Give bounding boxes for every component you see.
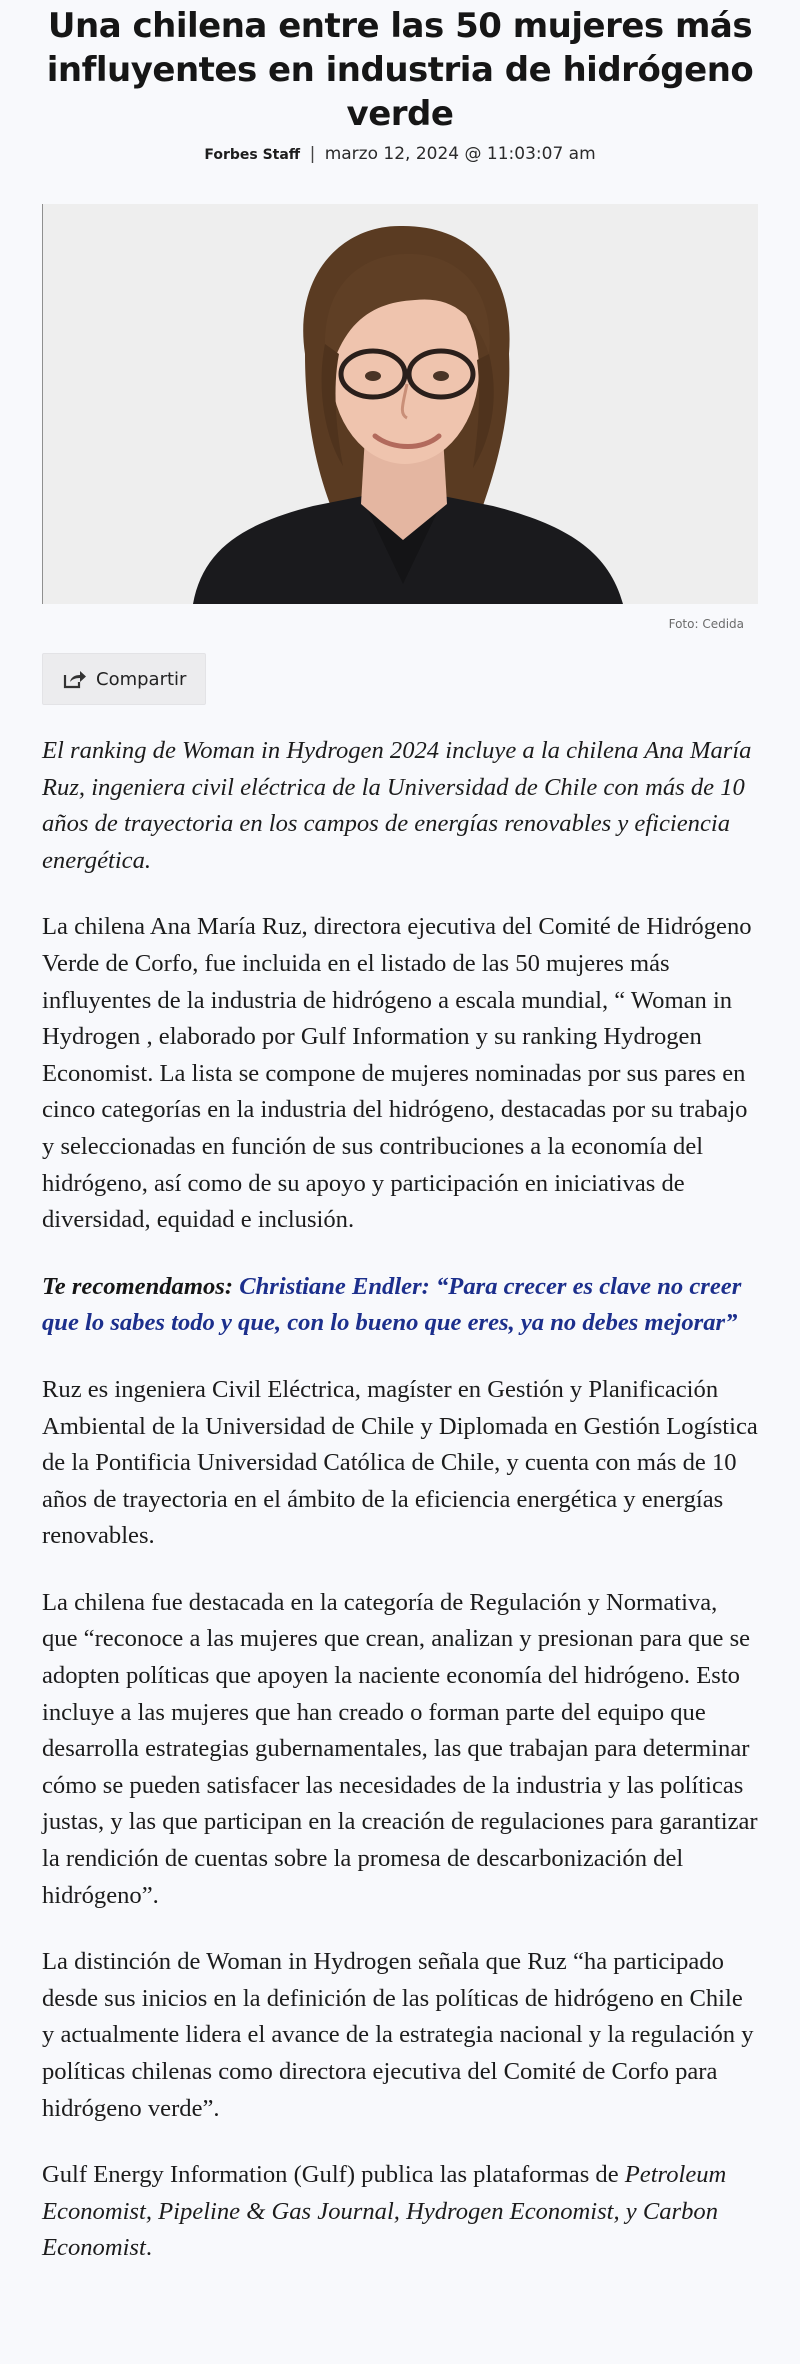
author-name[interactable]: Forbes Staff	[204, 147, 301, 163]
article-paragraph-2: Ruz es ingeniera Civil Eléctrica, magíster en Gestión y Planificación Ambiental de la Universidad de Chile y Diplomada en Gestión Logística de la Pontificia Universidad Católica de Chile, y cuenta con más de 10 años de trayectoria en el ámbito de la eficiencia energética y energías renovables.	[42, 1375, 758, 1550]
article-paragraph-3: La chilena fue destacada en la categoría de Regulación y Normativa, que “reconoce a las mujeres que crean, analizan y presionan para que se adopten políticas que apoyen la naciente economía del hidrógeno. Esto incluye a las mujeres que han creado o forman parte del equipo que desarrolla estrategias gubernamentales, las que trabajan para determinar cómo se pueden satisfacer las necesidades de la industria y las políticas justas, y las que participan en la creación de regulaciones para garantizar la rendición de cuentas sobre la promesa de descarbonización del hidrógeno”.	[42, 1588, 758, 1909]
article-body	[42, 733, 758, 2267]
photo-credit: Foto: Cedida	[668, 617, 744, 631]
byline-separator: |	[309, 144, 316, 164]
article-lead: El ranking de Woman in Hydrogen 2024 incluye a la chilena Ana María Ruz, ingeniera civil eléctrica de la Universidad de Chile con más de 10 años de trayectoria en los campos de energías renovables y eficiencia energética.	[42, 737, 752, 874]
portrait-photo	[43, 204, 758, 604]
article-paragraph-4: La distinción de Woman in Hydrogen señala que Ruz “ha participado desde sus inicios en la definición de las políticas de hidrógeno en Chile y actualmente lidera el avance de la estrategia nacional y la regulación y políticas chilenas como directora ejecutiva del Comité de Corfo para hidrógeno verde”.	[42, 1948, 754, 2122]
article-paragraph-1: La chilena Ana María Ruz, directora ejecutiva del Comité de Hidrógeno Verde de Corfo, fue incluida en el listado de las 50 mujeres más influyentes de la industria de hidrógeno a escala mundial, “ Woman in Hydrogen , elaborado por Gulf Information y su ranking Hydrogen Economist. La lista se compone de mujeres nominadas por sus pares en cinco categorías en la industria del hidrógeno, destacadas por su trabajo y seleccionadas en función de sus contribuciones a la economía del hidrógeno, así como de su apoyo y participación en iniciativas de diversidad, equidad e inclusión.	[42, 913, 752, 1234]
publication-names: Petroleum Economist, Pipeline & Gas Journal, Hydrogen Economist, y Carbon Economist	[42, 2161, 727, 2262]
share-icon	[63, 669, 87, 689]
article-title: Una chilena entre las 50 mujeres más influyentes en industria de hidrógeno verde	[46, 6, 754, 134]
closing-suffix: .	[145, 2234, 152, 2262]
byline	[42, 144, 758, 164]
recommended-block	[42, 1269, 758, 1342]
publish-date: marzo 12, 2024 @ 11:03:07 am	[324, 144, 596, 164]
share-label: Compartir	[96, 668, 187, 690]
article-closing	[42, 2157, 758, 2267]
share-button[interactable]	[42, 653, 206, 705]
recommended-label: Te recomendamos:	[42, 1272, 234, 1300]
hero-image	[42, 204, 758, 604]
recommended-article-link[interactable]: Christiane Endler: “Para crecer es clave no creer que lo sabes todo y que, con lo bueno que eres, ya no debes mejorar”	[42, 1272, 742, 1337]
closing-prefix: Gulf Energy Information (Gulf) publica las plataformas de	[42, 2161, 625, 2189]
